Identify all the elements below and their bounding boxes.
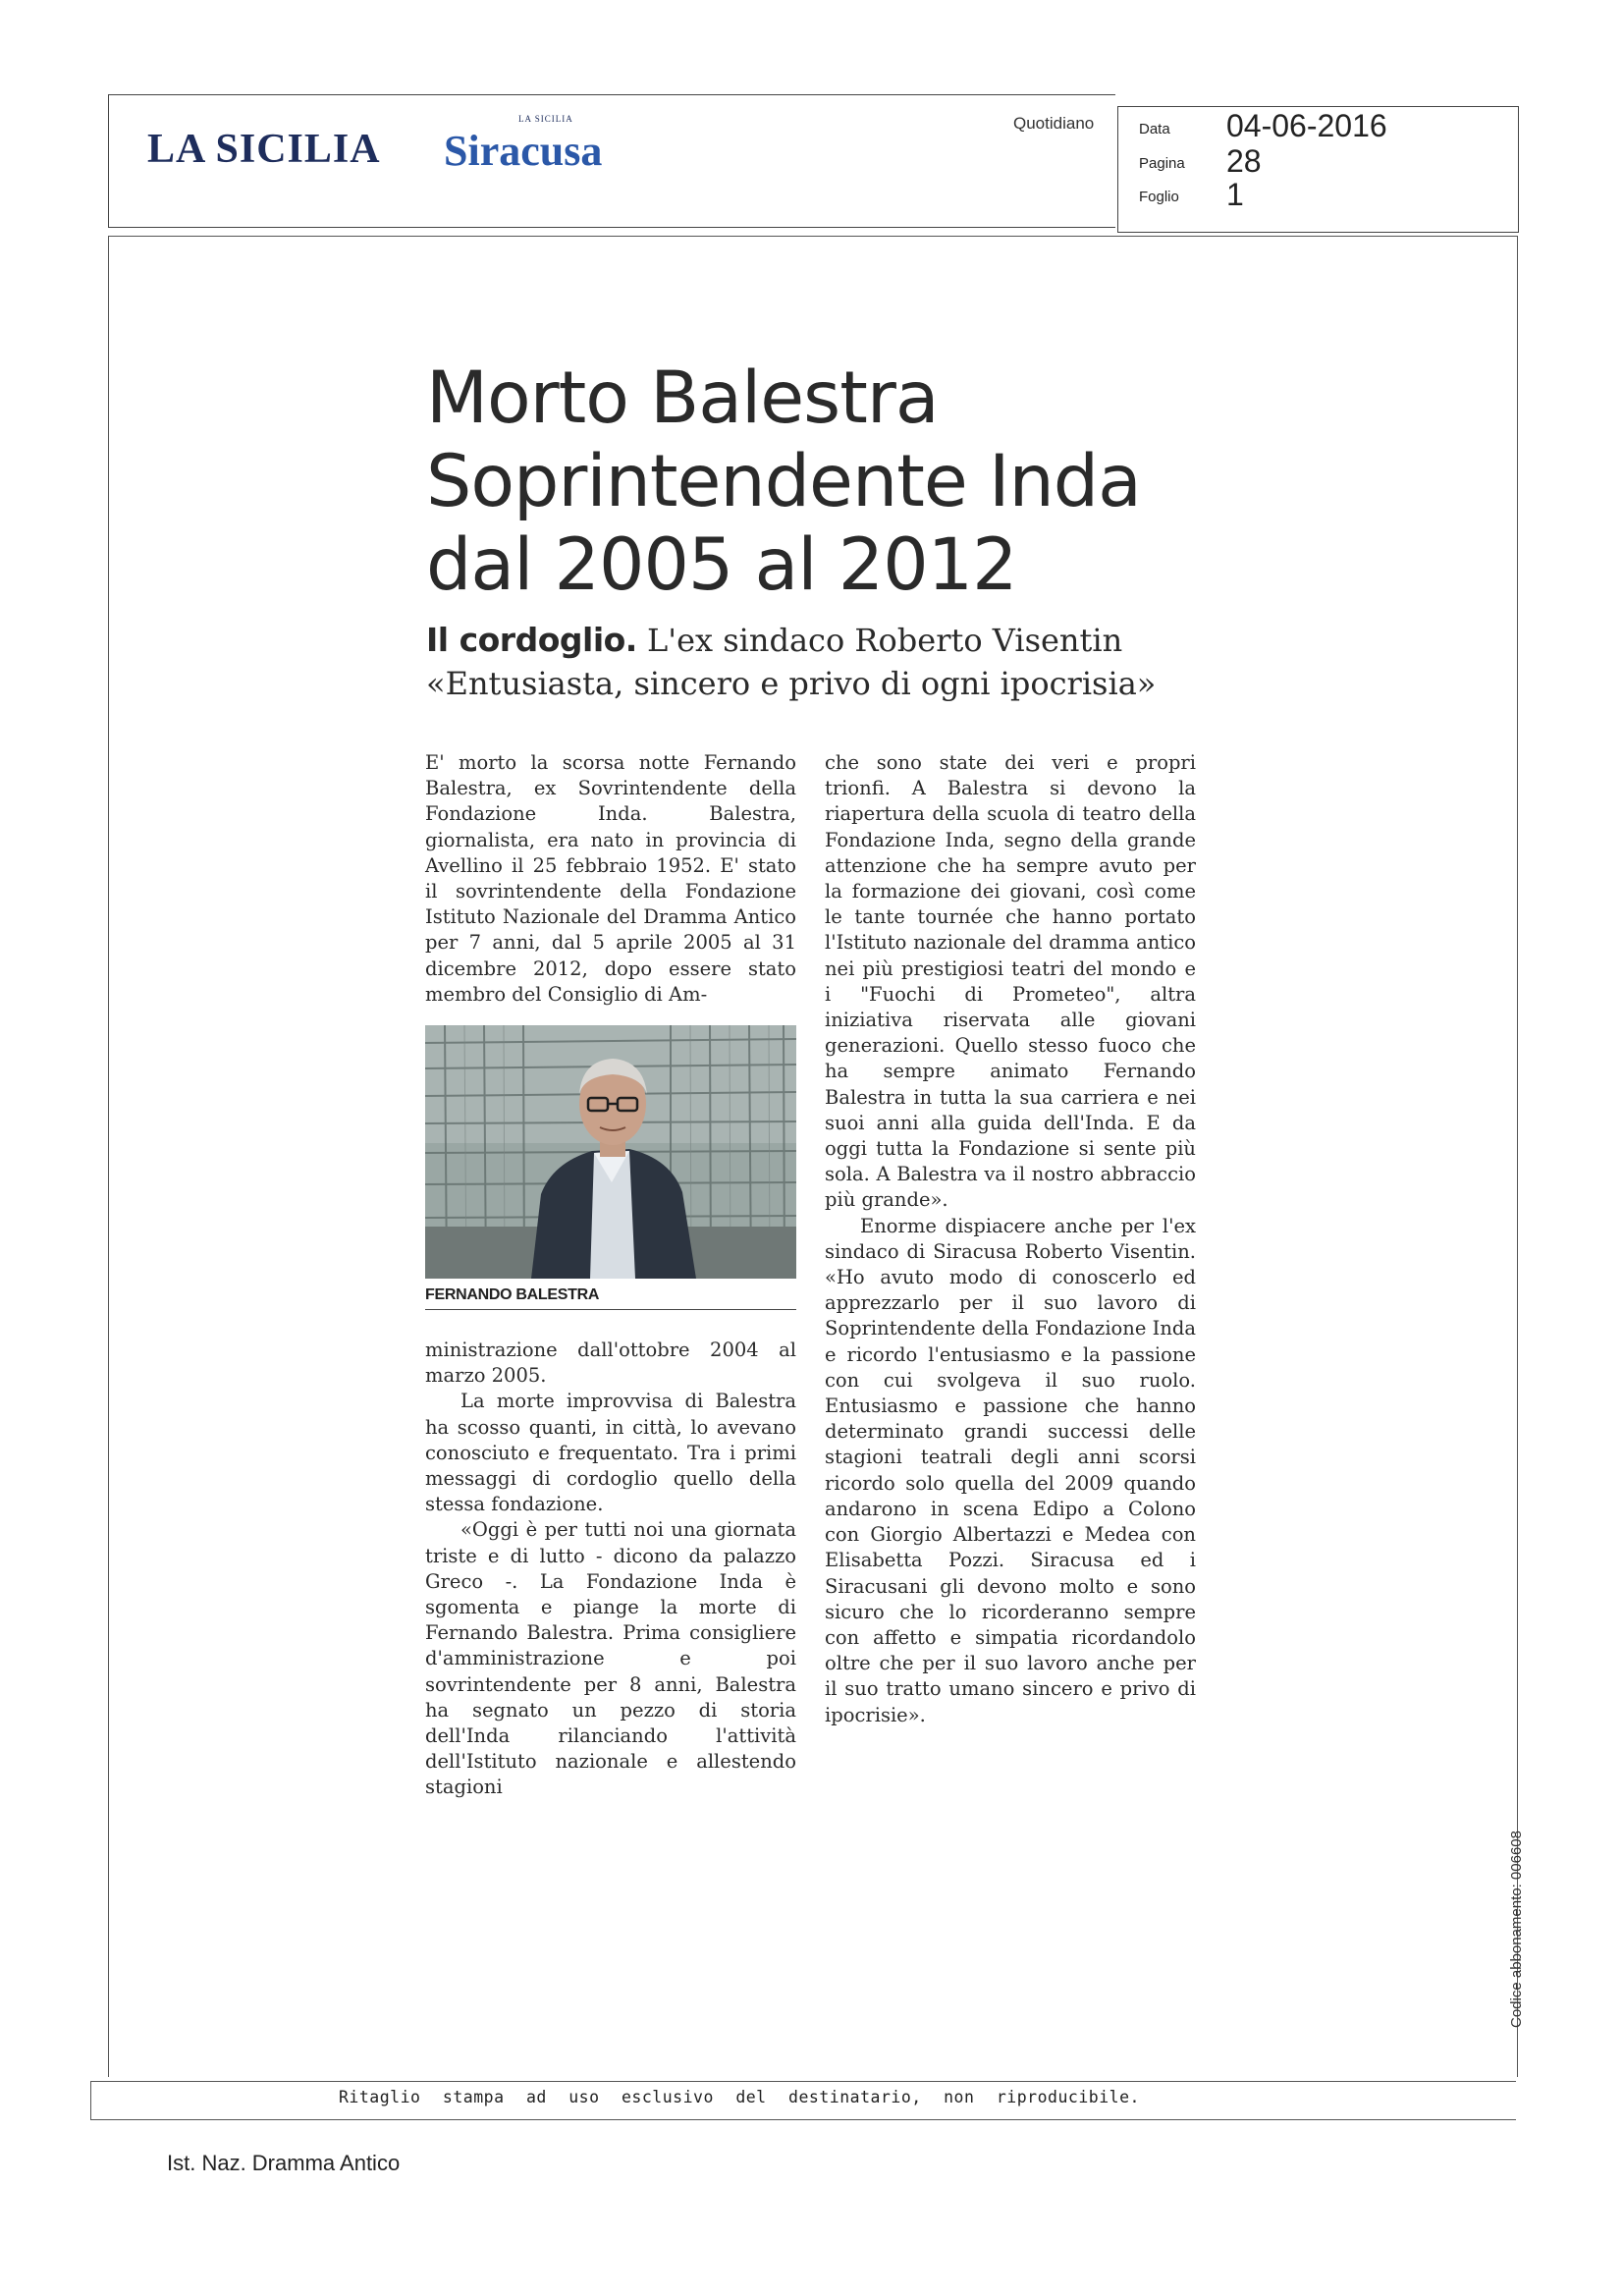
paragraph: che sono state dei veri e propri trionfi. A Balestra si devono la riapertura della scuola di teatro della Fondazione Inda, segno della grande attenzione che ha sempre avuto per la formazione dei giovani, così come le tante tournée che hanno portato l'Istituto nazionale del dramma antico nei più prestigiosi teatri del mondo e i "Fuochi di Prometeo", altra iniziativa riservata alle giovani generazioni. Quello stesso fuoco che ha sempre animato Fernando Balestra in tutta la sua carriera e nei suoi anni alla guida dell'Inda. E da oggi tutta la Fondazione si sente più sola. A Balestra va il nostro abbraccio più grande». bbox=[825, 751, 1196, 1212]
source-label: Ist. Naz. Dramma Antico bbox=[167, 2151, 401, 2175]
footer-rule-bottom bbox=[90, 2119, 1516, 2120]
date-value: 04-06-2016 bbox=[1226, 108, 1387, 143]
usage-notice: Ritaglio stampa ad uso esclusivo del destinatario, non riproducibile. bbox=[339, 2088, 1140, 2106]
deck-kicker: Il cordoglio. bbox=[426, 621, 637, 659]
sheet-value: 1 bbox=[1226, 177, 1244, 212]
article-headline bbox=[426, 356, 1310, 607]
paragraph: ministrazione dall'ottobre 2004 al marzo 2005. bbox=[425, 1339, 796, 1388]
right-column bbox=[825, 750, 1196, 1728]
caption-divider bbox=[425, 1309, 796, 1310]
publication-type: Quotidiano bbox=[1013, 114, 1095, 133]
left-column-top bbox=[425, 750, 796, 1008]
edition-name: Siracusa bbox=[444, 127, 603, 175]
subscription-code: Codice abbonamento: 006608 bbox=[1508, 1831, 1525, 2028]
portrait-photo bbox=[425, 1025, 796, 1279]
footer-rule-left bbox=[90, 2081, 91, 2120]
page-value: 28 bbox=[1226, 143, 1262, 179]
paragraph: «Oggi è per tutti noi una giornata triste e di lutto - dicono da palazzo Greco -. La Fondazione Inda è sgomenta e piange la morte di Fernando Balestra. Prima consigliere d'amministrazione e poi sovrintendente per 8 anni, Balestra ha segnato un pezzo di storia dell'Inda rilanciando l'attività dell'Istituto nazionale e allestendo stagioni bbox=[425, 1518, 796, 1799]
headline-line-2: Soprintendente Inda bbox=[426, 440, 1141, 523]
edition-small-label: LA SICILIA bbox=[518, 114, 573, 124]
headline-line-1: Morto Balestra bbox=[426, 356, 939, 440]
photo-caption: FERNANDO BALESTRA bbox=[425, 1286, 600, 1303]
deck-line-1: L'ex sindaco Roberto Visentin bbox=[636, 622, 1123, 659]
paragraph: La morte improvvisa di Balestra ha scosso quanti, in città, lo avevano conosciuto e frequentato. Tra i primi messaggi di cordoglio quello della stessa fondazione. bbox=[425, 1390, 796, 1516]
article-deck bbox=[426, 619, 1241, 705]
left-column-bottom bbox=[425, 1338, 796, 1801]
sheet-label: Foglio bbox=[1139, 189, 1179, 205]
deck-line-2: «Entusiasta, sincero e privo di ogni ipocrisia» bbox=[426, 665, 1157, 702]
masthead-title: LA SICILIA bbox=[147, 127, 381, 172]
paragraph: E' morto la scorsa notte Fernando Balestra, ex Sovrintendente della Fondazione Inda. Balestra, giornalista, era nato in provincia di Avellino il 25 febbraio 1952. E' stato il sovrintendente della Fondazione Istituto Nazionale del Dramma Antico per 7 anni, dal 5 aprile 2005 al 31 dicembre 2012, dopo essere stato membro del Consiglio di Am- bbox=[425, 751, 796, 1006]
page-label: Pagina bbox=[1139, 155, 1185, 172]
footer-rule-top bbox=[90, 2081, 1516, 2082]
headline-line-3: dal 2005 al 2012 bbox=[426, 523, 1017, 607]
paragraph: Enorme dispiacere anche per l'ex sindaco di Siracusa Roberto Visentin. «Ho avuto modo di conoscerlo ed apprezzarlo per il suo lavoro di Soprintendente della Fondazione Inda e ricordo l'entusiasmo e la passione con cui svolgeva il suo ruolo. Entusiasmo e passione che hanno determinato grandi successi delle stagioni teatrali degli anni scorsi ricordo solo quella del 2009 quando andarono in scena Edipo a Colono con Giorgio Albertazzi e Medea con Elisabetta Pozzi. Siracusa ed i Siracusani gli devono molto e sono sicuro che lo ricorderanno sempre con affetto e simpatia ricordandolo oltre che per il suo lavoro anche per il suo tratto umano sincero e privo di ipocrisie». bbox=[825, 1214, 1196, 1726]
date-label: Data bbox=[1139, 121, 1170, 137]
